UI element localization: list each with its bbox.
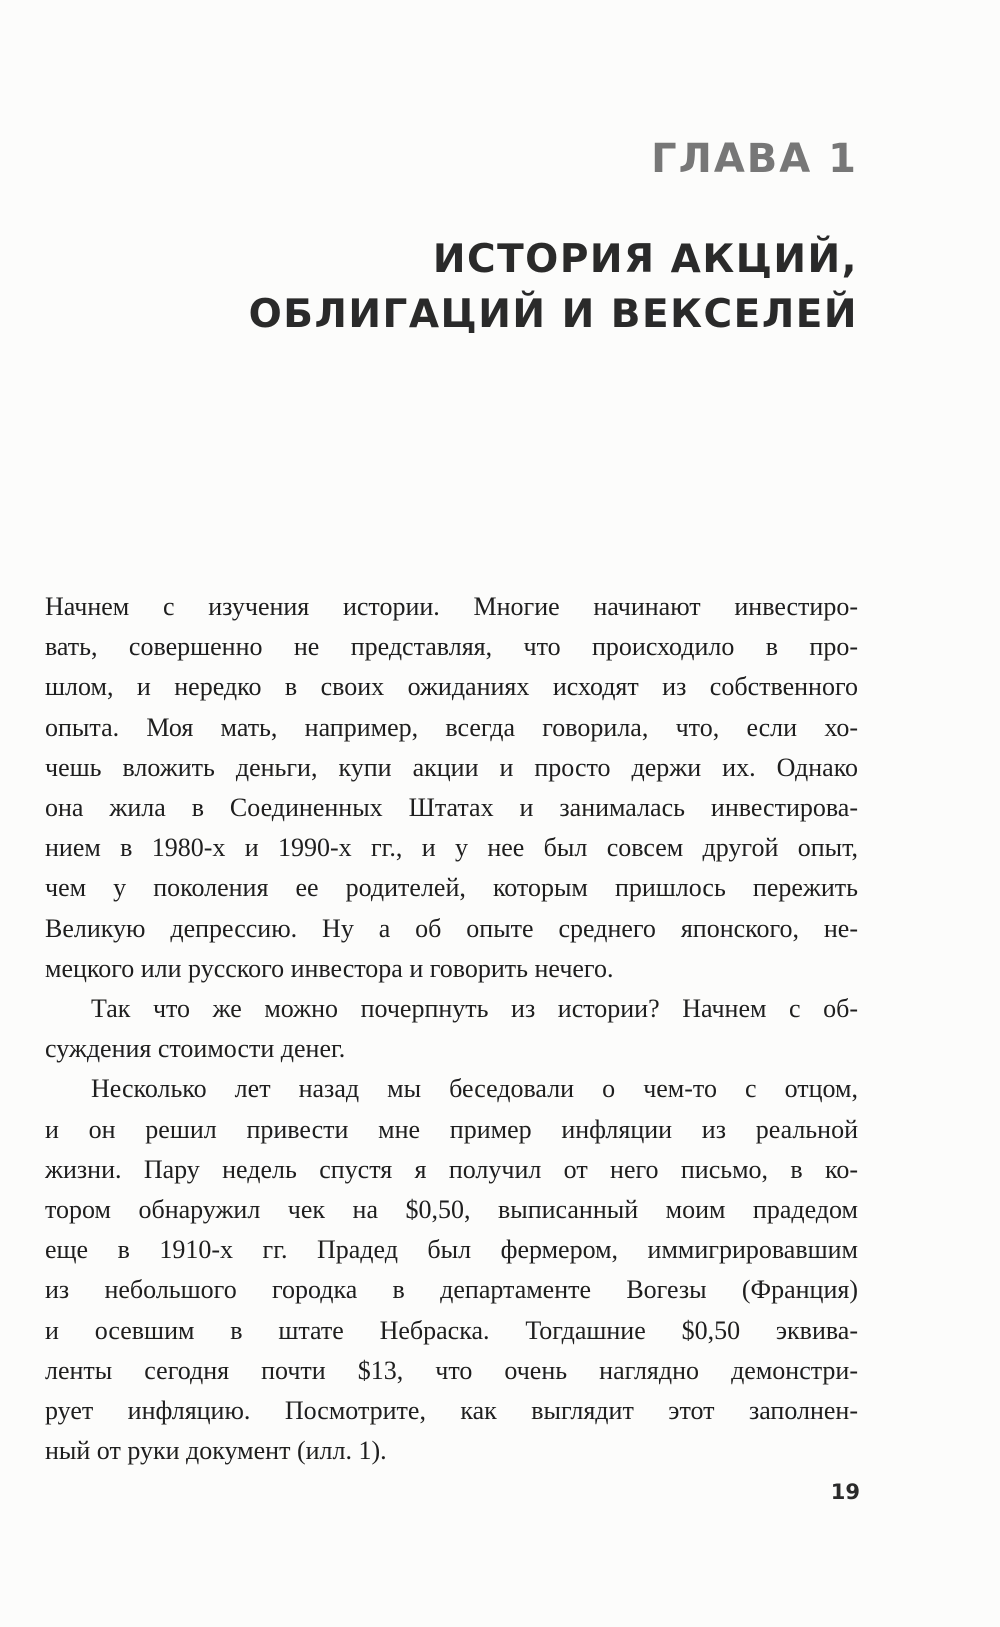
text-line: рует инфляцию. Посмотрите, как выглядит этот заполнен- xyxy=(45,1396,858,1426)
text-line: и он решил привести мне пример инфляции из реальной xyxy=(45,1114,858,1144)
chapter-label: ГЛАВА 1 xyxy=(651,136,858,182)
text-line: чем у поколения ее родителей, которым пришлось пережить xyxy=(45,873,858,903)
text-line: ный от руки документ (илл. 1). xyxy=(45,1436,387,1466)
text-line: Великую депрессию. Ну а об опыте среднего японского, не- xyxy=(45,913,858,943)
chapter-title-line: ОБЛИГАЦИЙ И ВЕКСЕЛЕЙ xyxy=(248,292,858,337)
text-line: нием в 1980-х и 1990-х гг., и у нее был совсем другой опыт, xyxy=(45,833,858,863)
text-line: суждения стоимости денег. xyxy=(45,1034,346,1064)
text-line: Так что же можно почерпнуть из истории? Начнем с об- xyxy=(91,994,858,1024)
text-line: опыта. Моя мать, например, всегда говорила, что, если хо- xyxy=(45,712,858,742)
text-line: Начнем с изучения истории. Многие начинают инвестиро- xyxy=(45,592,858,621)
text-line: она жила в Соединенных Штатах и занималась инвестирова- xyxy=(45,793,858,823)
text-line: жизни. Пару недель спустя я получил от него письмо, в ко- xyxy=(45,1154,858,1184)
chapter-title xyxy=(158,232,858,342)
text-line: чешь вложить деньги, купи акции и просто держи их. Однако xyxy=(45,752,858,782)
text-line: ленты сегодня почти $13, что очень наглядно демонстри- xyxy=(45,1355,858,1385)
text-line: шлом, и нередко в своих ожиданиях исходят из собственного xyxy=(45,672,858,702)
text-line: мецкого или русского инвестора и говорить нечего. xyxy=(45,953,614,983)
text-line: тором обнаружил чек на $0,50, выписанный моим прадедом xyxy=(45,1195,858,1225)
text-line: и осевшим в штате Небраска. Тогдашние $0,50 эквива- xyxy=(45,1315,858,1345)
text-line: из небольшого городка в департаменте Вогезы (Франция) xyxy=(45,1275,858,1305)
text-line: вать, совершенно не представляя, что происходило в про- xyxy=(45,632,858,662)
text-line: еще в 1910-х гг. Прадед был фермером, иммигрировавшим xyxy=(45,1235,858,1265)
chapter-title-line: ИСТОРИЯ АКЦИЙ, xyxy=(432,237,858,282)
page-number: 19 xyxy=(830,1480,860,1504)
body-text xyxy=(45,587,858,1471)
text-line: Несколько лет назад мы беседовали о чем-то с отцом, xyxy=(91,1074,858,1104)
